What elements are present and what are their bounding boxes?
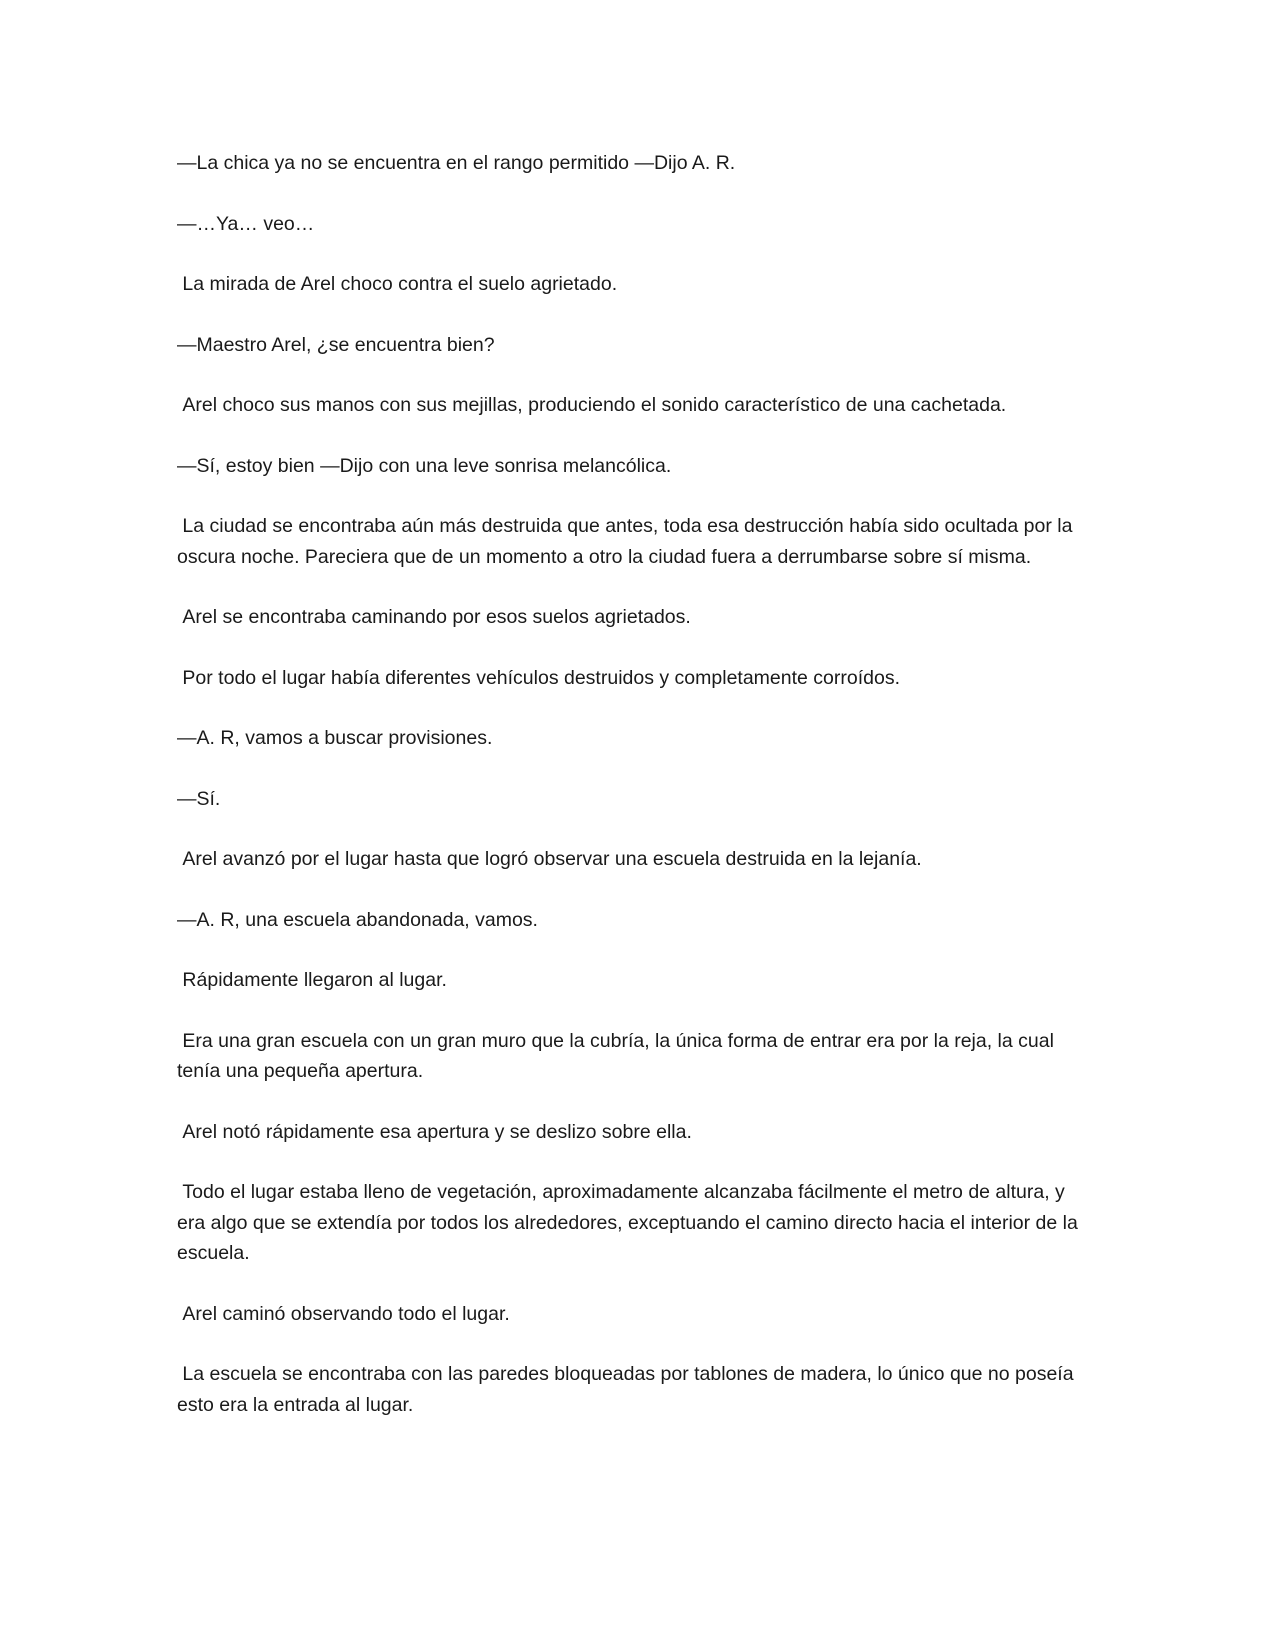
paragraph: Era una gran escuela con un gran muro que la cubría, la única forma de entrar era por la reja, la cual tenía una pequeña apertura.: [177, 1029, 1060, 1082]
paragraph: Arel se encontraba caminando por esos suelos agrietados.: [177, 606, 691, 628]
paragraph: Rápidamente llegaron al lugar.: [177, 969, 447, 991]
paragraph: Todo el lugar estaba lleno de vegetación, aproximadamente alcanzaba fácilmente el metro de altura, y era algo que se extendía por todos los alrededores, exceptuando el camino directo hacia el interior de la escuela.: [177, 1181, 1084, 1264]
paragraph: La escuela se encontraba con las paredes bloqueadas por tablones de madera, lo único que no poseía esto era la entrada al lugar.: [177, 1363, 1079, 1416]
paragraph: —La chica ya no se encuentra en el rango permitido —Dijo A. R.: [177, 152, 736, 174]
paragraph: —…Ya… veo…: [177, 212, 315, 235]
paragraph: La mirada de Arel choco contra el suelo agrietado.: [177, 273, 618, 295]
paragraph: —Sí.: [177, 787, 221, 810]
paragraph: —Maestro Arel, ¿se encuentra bien?: [177, 333, 495, 356]
paragraph: Arel caminó observando todo el lugar.: [177, 1302, 510, 1325]
paragraph: Arel avanzó por el lugar hasta que logró observar una escuela destruida en la lejanía.: [177, 848, 922, 870]
paragraph: Arel notó rápidamente esa apertura y se deslizo sobre ella.: [177, 1120, 692, 1143]
paragraph: Arel choco sus manos con sus mejillas, produciendo el sonido característico de una cachetada.: [177, 394, 1007, 416]
document-body: [177, 148, 1097, 1450]
paragraph: —A. R, una escuela abandonada, vamos.: [177, 908, 538, 931]
paragraph: Por todo el lugar había diferentes vehículos destruidos y completamente corroídos.: [177, 666, 900, 689]
paragraph: —Sí, estoy bien —Dijo con una leve sonrisa melancólica.: [177, 454, 672, 477]
paragraph: La ciudad se encontraba aún más destruida que antes, toda esa destrucción había sido ocultada por la oscura noche. Pareciera que de un momento a otro la ciudad fuera a derrumbarse sobre sí misma.: [177, 515, 1078, 568]
paragraph: —A. R, vamos a buscar provisiones.: [177, 727, 493, 749]
